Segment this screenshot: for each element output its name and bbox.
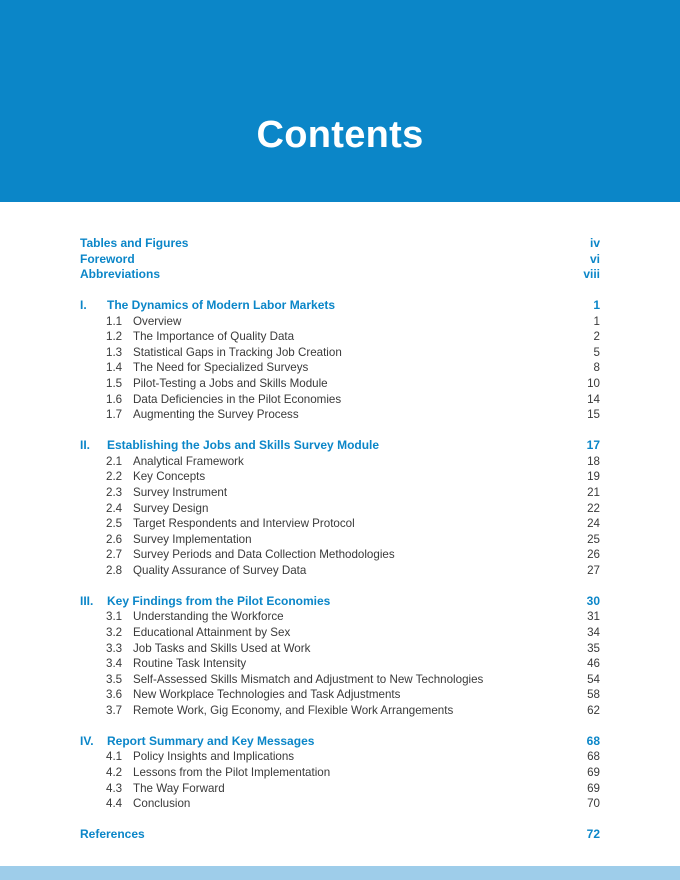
toc-page-number: 26 — [587, 548, 600, 562]
toc-chapter-heading[interactable] — [80, 594, 600, 610]
section-title: New Workplace Technologies and Task Adjustments — [133, 688, 401, 702]
toc-page-number: 34 — [587, 625, 600, 639]
section-number: 2.1 — [106, 454, 123, 468]
section-number: 2.3 — [106, 485, 123, 499]
section-title: Overview — [133, 314, 182, 328]
toc-section-entry[interactable] — [80, 625, 600, 641]
toc-page-number: 25 — [587, 532, 600, 546]
toc-entry-title: Tables and Figures — [80, 236, 189, 250]
toc-section-entry[interactable] — [80, 672, 600, 688]
section-title: Survey Periods and Data Collection Methodologies — [133, 548, 395, 562]
toc-page-number: 2 — [593, 330, 600, 344]
toc-chapter-heading[interactable] — [80, 438, 600, 454]
toc-chapter-heading[interactable] — [80, 734, 600, 750]
chapter-number: IV. — [80, 733, 94, 748]
toc-chapter-heading[interactable] — [80, 298, 600, 314]
section-title: The Way Forward — [133, 781, 225, 795]
chapter-number: I. — [80, 298, 87, 313]
section-title: Survey Instrument — [133, 485, 228, 499]
page-title: Contents — [256, 114, 424, 156]
section-title: Lessons from the Pilot Implementation — [133, 766, 331, 779]
toc-section-entry[interactable] — [80, 796, 600, 812]
section-title: Routine Task Intensity — [133, 657, 247, 671]
toc-section-entry[interactable] — [80, 485, 600, 501]
section-number: 3.2 — [106, 625, 123, 639]
toc-page-number: 1 — [593, 298, 600, 313]
toc-spacer — [80, 578, 600, 593]
section-title: Policy Insights and Implications — [133, 750, 295, 764]
title-banner — [0, 0, 680, 202]
toc-section-entry[interactable] — [80, 392, 600, 408]
toc-page-number: 72 — [586, 827, 600, 842]
toc-page-number: 46 — [587, 657, 600, 671]
toc-section-entry[interactable] — [80, 765, 600, 781]
chapter-title: Report Summary and Key Messages — [107, 733, 315, 748]
section-number: 2.6 — [106, 532, 123, 546]
toc-entry-back[interactable] — [80, 827, 600, 843]
toc-spacer — [80, 812, 600, 827]
toc-page-number: 19 — [587, 470, 600, 484]
toc-page-number: 68 — [586, 733, 600, 748]
section-number: 2.5 — [106, 517, 123, 531]
toc-entry-front[interactable] — [80, 236, 600, 252]
chapter-title: The Dynamics of Modern Labor Markets — [107, 298, 336, 313]
section-title: Target Respondents and Interview Protocol — [133, 517, 355, 531]
chapter-number: III. — [80, 593, 94, 608]
section-title: Survey Implementation — [133, 532, 252, 546]
toc-entry-front[interactable] — [80, 252, 600, 268]
toc-entry-title: Abbreviations — [80, 267, 161, 282]
toc-page-number: 17 — [586, 438, 600, 453]
toc-page-number: vi — [589, 251, 600, 266]
section-title: The Need for Specialized Surveys — [133, 361, 309, 375]
section-title: Self-Assessed Skills Mismatch and Adjustment to New Technologies — [133, 672, 484, 686]
section-number: 4.1 — [106, 750, 123, 764]
toc-entry-title: References — [80, 827, 145, 842]
toc-page-number: 54 — [587, 672, 600, 686]
section-number: 3.3 — [106, 641, 123, 655]
section-title: Augmenting the Survey Process — [133, 408, 299, 422]
toc-page-number: 27 — [587, 563, 600, 577]
section-number: 1.6 — [106, 392, 123, 406]
toc-section-entry[interactable] — [80, 749, 600, 765]
toc-page-number: 21 — [587, 485, 600, 499]
section-number: 3.6 — [106, 688, 123, 702]
section-title: Conclusion — [133, 797, 191, 811]
chapter-title: Key Findings from the Pilot Economies — [107, 593, 331, 608]
toc-page-number: 1 — [593, 314, 600, 328]
section-title: Key Concepts — [133, 470, 206, 484]
toc-page-number: 8 — [593, 361, 600, 375]
section-number: 4.2 — [106, 766, 123, 779]
toc-page-number: 18 — [587, 454, 600, 468]
section-title: Pilot-Testing a Jobs and Skills Module — [133, 377, 328, 391]
toc-page-number: 70 — [587, 797, 600, 811]
toc-section-entry[interactable] — [80, 656, 600, 672]
section-title: The Importance of Quality Data — [133, 330, 295, 344]
toc-section-entry[interactable] — [80, 563, 600, 579]
section-number: 2.8 — [106, 563, 123, 577]
toc-section-entry[interactable] — [80, 329, 600, 345]
section-number: 4.3 — [106, 781, 123, 795]
toc-section-entry[interactable] — [80, 532, 600, 548]
toc-page-number: 5 — [593, 345, 600, 359]
section-number: 1.7 — [106, 408, 123, 422]
section-number: 1.1 — [106, 314, 123, 328]
toc-section-entry[interactable] — [80, 641, 600, 657]
toc-page-number: 10 — [587, 377, 600, 391]
toc-spacer — [80, 719, 600, 734]
toc-entry-title: Foreword — [80, 251, 135, 266]
toc-page-number: 62 — [587, 703, 600, 717]
toc-section-entry[interactable] — [80, 360, 600, 376]
toc-section-entry[interactable] — [80, 454, 600, 470]
toc-section-entry[interactable] — [80, 781, 600, 797]
toc-section-entry[interactable] — [80, 314, 600, 330]
toc-page-number: 69 — [587, 781, 600, 795]
toc-section-entry[interactable] — [80, 687, 600, 703]
toc-page-number: 15 — [587, 408, 600, 422]
section-number: 3.4 — [106, 657, 123, 671]
section-number: 4.4 — [106, 797, 123, 811]
section-number: 2.7 — [106, 548, 123, 562]
section-number: 1.5 — [106, 377, 123, 391]
toc-page-number: viii — [583, 267, 600, 282]
toc-spacer — [80, 423, 600, 438]
section-title: Educational Attainment by Sex — [133, 625, 291, 639]
toc-section-entry[interactable] — [80, 376, 600, 392]
section-number: 3.5 — [106, 672, 123, 686]
section-title: Data Deficiencies in the Pilot Economies — [133, 392, 342, 406]
section-number: 3.1 — [106, 610, 123, 624]
chapter-title: Establishing the Jobs and Skills Survey Module — [107, 438, 380, 453]
toc-section-entry[interactable] — [80, 609, 600, 625]
toc-entry-front[interactable] — [80, 267, 600, 283]
section-number: 2.2 — [106, 470, 123, 484]
chapter-number: II. — [80, 438, 91, 453]
toc-page-number: 30 — [586, 593, 600, 608]
toc-section-entry[interactable] — [80, 345, 600, 361]
toc-section-entry[interactable] — [80, 407, 600, 423]
section-number: 2.4 — [106, 501, 123, 515]
toc-page-number: 68 — [587, 750, 600, 764]
toc-section-entry[interactable] — [80, 469, 600, 485]
section-number: 1.3 — [106, 345, 123, 359]
section-title: Analytical Framework — [133, 454, 244, 468]
section-title: Statistical Gaps in Tracking Job Creation — [133, 345, 342, 359]
section-title: Understanding the Workforce — [133, 610, 284, 624]
toc-page-number: 14 — [587, 392, 600, 406]
section-number: 1.2 — [106, 330, 123, 344]
section-number: 3.7 — [106, 703, 123, 717]
section-title: Survey Design — [133, 501, 209, 515]
toc-section-entry[interactable] — [80, 547, 600, 563]
table-of-contents — [80, 236, 600, 843]
toc-page-number: 31 — [587, 610, 600, 624]
toc-page-number: 22 — [587, 501, 600, 515]
section-title: Quality Assurance of Survey Data — [133, 563, 307, 577]
toc-page-number: iv — [589, 236, 600, 250]
toc-page-number: 58 — [587, 688, 600, 702]
toc-page-number: 69 — [587, 766, 600, 779]
section-title: Job Tasks and Skills Used at Work — [133, 641, 311, 655]
toc-page-number: 35 — [587, 641, 600, 655]
toc-section-entry[interactable] — [80, 501, 600, 517]
toc-section-entry[interactable] — [80, 516, 600, 532]
section-title: Remote Work, Gig Economy, and Flexible Work Arrangements — [133, 703, 454, 717]
toc-section-entry[interactable] — [80, 703, 600, 719]
section-number: 1.4 — [106, 361, 123, 375]
footer-strip — [0, 866, 680, 880]
toc-spacer — [80, 283, 600, 298]
toc-page-number: 24 — [587, 517, 600, 531]
